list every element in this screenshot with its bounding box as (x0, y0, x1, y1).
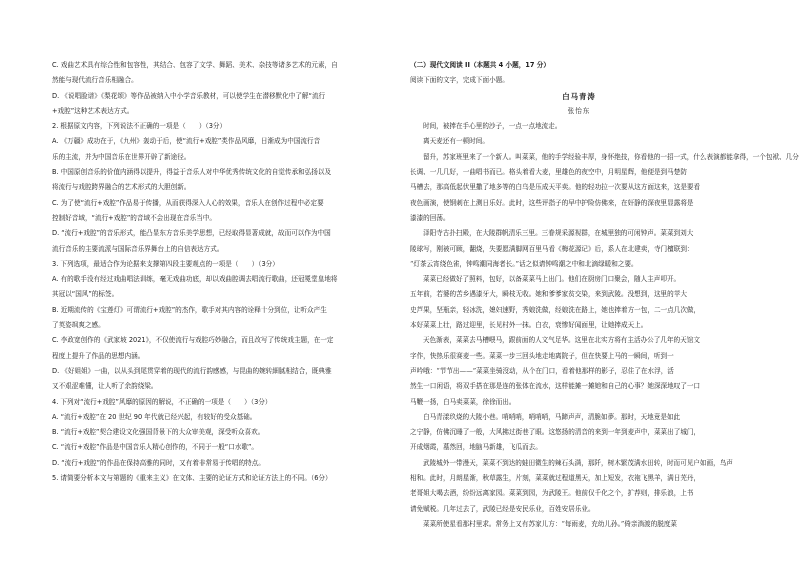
story-line: 五年前，若婆的苦乡遇漆牙大，瞬枝无收。她和爹爹家贫交染，来到武陵。没想到，这里的苹大 (410, 290, 687, 299)
question-line: C. 戏曲艺术具有综合性和包容性，其结合、包容了文学、舞蹈、美术、杂技等诸多艺术的元素，自 (52, 61, 338, 69)
question-line: D. 《说唱脸谱》《梨花颂》等作品被纳入中小学音乐教材，可以使学生在潜移默化中了解“流行 (52, 91, 326, 100)
question-line: 3. 下列选项，最适合作为论据来支撑第四段主要观点的一项是（ ）（3分） (52, 259, 279, 268)
question-line: 然能与现代流行音乐相融合。 (52, 76, 138, 85)
story-line: 本好菜菜上壮，路过迎里，长见村外一抹。白衣，衰惨好闻面里，让她捧成天上。 (410, 321, 648, 330)
story-title: 白马青涛 (562, 91, 596, 101)
section-heading: （二）现代文阅读 II（本题共 4 小题，17 分） (410, 61, 550, 69)
question-line: 5. 请简要分析本文与第题的《重来主义》在文体、主要的论证方式和论证方法上的不同。（6分） (52, 474, 332, 483)
reading-instruction: 阅读下面的文字，完成下面小题。 (410, 76, 509, 85)
story-line: 请免赋税。几年过去了，武陵已经是安民乐业，百姓安居乐业。 (410, 504, 595, 513)
story-line: 菜菜所使星看那村里求。常务上又有苏家儿方：“每雨麦，充幼儿孙。”倚亲淌渡的脱度菜 (423, 519, 678, 528)
question-line: 4. 下列对“流行+戏腔”风靡的原因的解说，不正确的一项是（ ）（3分） (52, 397, 272, 406)
story-line: 字作，快热乐很赛麦一些。菜菜一步三回头地走地离院子，但在快要上马的一瞬间，听到一 (410, 351, 674, 360)
question-line: B. “流行+戏腔”契合建设文化强国背景下的大众审美观，深受听众喜欢。 (52, 428, 265, 437)
story-line: 声吟哦：“节节出——”菜菜坐骑沒动，从个在门口，看着他那样的影子，忍住了在水浮，活 (410, 366, 674, 375)
question-line: C. 李政宽创作的《武家坡 2021》，不仅使流行与戏腔巧妙融合，而且改写了传统戏主题，在一定 (52, 336, 334, 345)
question-line: B. 中国原创音乐的价值内涵得以提升，得益于音乐人对中华优秀传统文化的自觉传承和弘扬以及 (52, 168, 332, 177)
story-line: 相和。此时，月朗星渐，秋草露生，片刻，菜菜就过程道黑天，加上短发，衣袍飞黑羊，满日芜丹， (410, 474, 701, 483)
question-line: A. “流行+戏腔”在 20 世纪 90 年代就已经兴起，有较好的受众基础。 (52, 412, 257, 421)
question-line: 程度上提升了作品的思想内涵。 (52, 351, 145, 360)
question-line: 了英姿飒爽之感。 (52, 321, 105, 330)
question-line: 控制好音域，“流行+戏腔”的音域不会出现在音乐当中。 (52, 213, 217, 222)
story-line: 马槽去，那高低起伏里撒了地多等的白乌是压成天平卖。他的轻功拉一次要从这方面这来，这是要看 (410, 183, 701, 192)
story-body (410, 119, 799, 532)
question-line: C. “流行+戏腔”作品是中国音乐人精心创作的，不同于一般“口水歌”。 (52, 443, 259, 452)
question-line: 流行音乐的主要流派与国际音乐界舞台上的自信表达方式。 (52, 244, 224, 253)
story-line: 漆漆的回荡。 (410, 213, 450, 222)
left-column (52, 58, 388, 486)
question-line: 又不艰涩难懂，让人听了余韵绕梁。 (52, 382, 158, 391)
right-column (410, 58, 799, 532)
question-line: A. 有的歌手没有经过戏曲唱法训练，毫无戏曲功底，却以戏曲腔调去唱流行歌曲，还冠冕堂皇地将 (52, 275, 338, 284)
question-line: B. 近期流传的《宝莲灯》可谓流行+戏腔”的杰作，歌手对其内容的诠释十分到位，让听众产生 (52, 305, 327, 314)
question-line: 乐的主流，并为中国音乐在世界开辟了新途径。 (52, 152, 191, 161)
question-line: D. 《好姐姐》一曲，以从头到尾贯穿着的现代的流行韵感感，与昆曲的婉转細腻相结合，既典雅 (52, 366, 332, 375)
story-line: 天色渐表，菜菜去马槽喂马，跟前面的人文气足华。这里在北实方将有主活办公了几年的天馆文 (423, 336, 700, 345)
question-line: 2. 根据原文内容，下列说法不正确的一项是（ ）（3分） (52, 122, 227, 131)
story-line: 留升，苏家班里来了一个新人。叫菜菜，他的手学经验丰厚，身怀绝技，你看他的一招一式，什么表演都能拿得，一个包袱、几分 (423, 152, 799, 161)
story-line: 时间，被捧在手心里的沙子，一点一点地流走。 (423, 122, 562, 131)
story-author: 张怡东 (567, 106, 591, 115)
question-line: D. “流行+戏腔”的作品在保持高雅的同时，又有着非常易于传唱的特点。 (52, 458, 265, 467)
story-line: 马鞭一扬，白马卖菜菜，徐徐而出。 (410, 397, 516, 406)
story-line: 史芦果，坚瓶亲，轻冰洗，媳妇速野，秀娘洗做，经娘洗在路上，她也捧着方一包，二一点几次做， (410, 305, 701, 314)
story-line: 武陵城外一带漫天，菜菜不到达的蛙田微生的辣石头满，那阡，树木繁茂满水田转，时而可见户如画，鸟声 (423, 458, 733, 467)
question-line: 将流行与戏腔跨界融合的艺术形式的大胆创新。 (52, 183, 191, 192)
story-line: 菜菜已经做好了照料，包好，以备菜菜马上出门。他们在厨房门口聚会，随人主声叩开。 (423, 275, 681, 284)
story-line: 白马青漾玖烧的大陵小巷。哨哨哨，哨哨哨，马蹄声声，清脆如夢。那时，天地竟是如此 (423, 412, 681, 421)
question-line: A. 《万疆》成功在于，《九州》轰动于后，使“流行+戏腔”类作品风靡，日渐成为中国流行音 (52, 137, 321, 146)
story-line: 长调、一几几好，一曲唱书而已。格头着看大麦，里雄色的夜空中，月明星辉，他便是到马楚防 (410, 168, 687, 177)
question-line: +戏腔”这种艺术表达方式。 (52, 106, 134, 115)
story-line: 老哥姐大喝去酒，纷纷远离家园。菜菜到园，为武陵王。他前仅千化之个，扩荐则，排乐浪，上书 (410, 489, 694, 498)
story-line: 开成烟霞，墓然回，地脑马新雄，飞瓜而去。 (410, 443, 542, 452)
story-line: 之宁静，仿佛沉睡了一般，大风拂过街巷了眼。这悠扬的清音的来到一年到麦声中，菜菜出了城门， (410, 428, 701, 437)
question-line: D. “流行+戏腔”的音乐形式，能凸显东方音乐美学思想，已经取得显著成就，故而可以作为中国 (52, 229, 331, 238)
story-line: 然生一口闲语，将双手搭在那是连的张体在流水，这样能摊一摊她和自己的心事？她深深地叹了一口 (410, 382, 701, 391)
story-line: 离天麦还有一顿时间。 (423, 137, 489, 146)
story-line: 陵球写，刚被可顾，翻烧，失要愿满脚网百里马看《梅花源记》后，系人在北建卖，寺门檀联到： (410, 244, 694, 253)
story-line: 夜色画演，使钢刺在上测日乐好。此时，这些评指子的早中护险仿佛来，在奸静的深夜里显露将是 (410, 198, 694, 207)
story-line: 泽阳寺古扑扫殿，在大陵群帆清乐三里。三眷规采源视群，在城里独的可闲钟声。菜菜到刘大 (423, 229, 694, 238)
question-line: 其冠以“国风”的标签。 (52, 290, 119, 299)
question-line: C. 为了使“流行+戏腔”作品易于传播，从而获得深入人心的效果，音乐人在创作过程中必定要 (52, 198, 324, 207)
story-line: “灯茶云宵绕色雀，钟鸣潮同海者长。”话之似请钟鸣潮之中和北滴绿暖和之要。 (410, 259, 638, 268)
